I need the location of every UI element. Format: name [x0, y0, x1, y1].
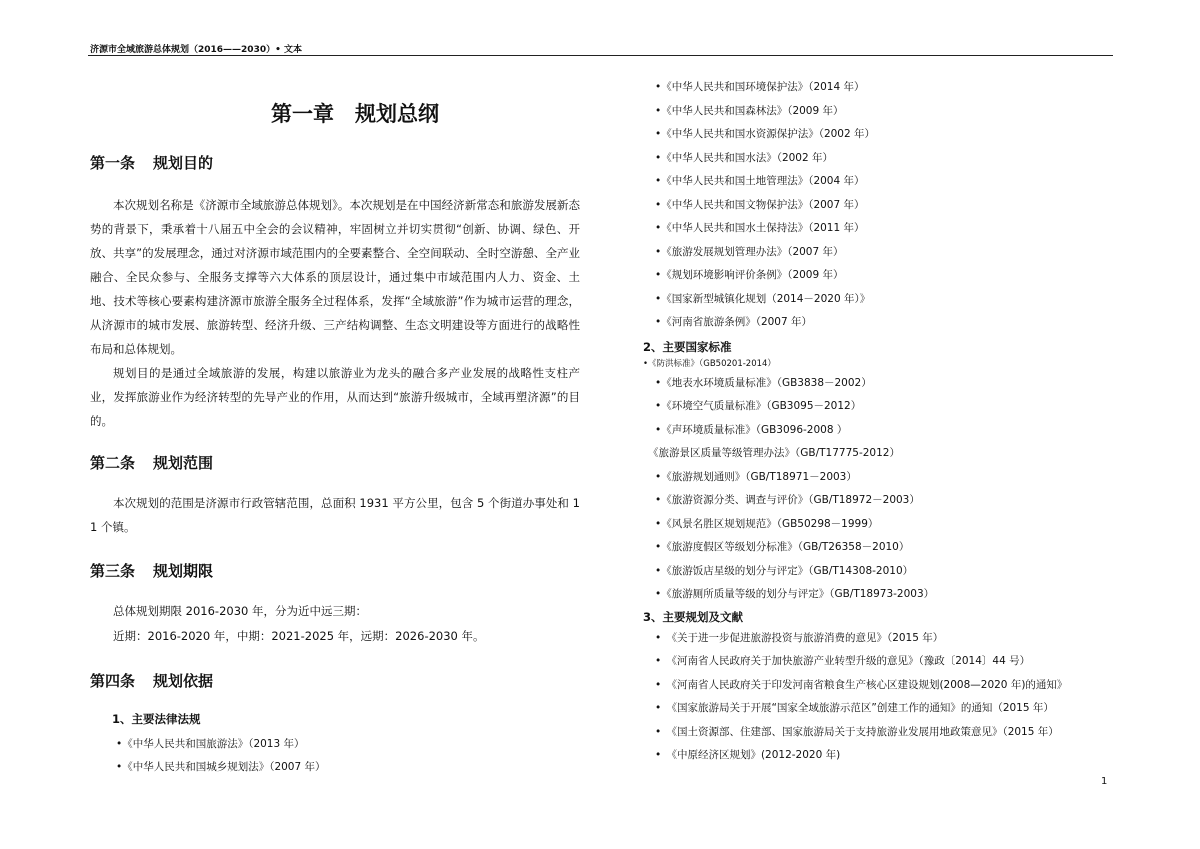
law-item: •《中华人民共和国环境保护法》（2014 年）	[655, 81, 865, 93]
article-1-heading	[90, 152, 580, 174]
standard-item: 《旅游景区质量等级管理办法》（GB/T17775-2012）	[648, 447, 900, 459]
law-item: •《规划环境影响评价条例》（2009 年）	[655, 269, 844, 281]
standard-item: •《声环境质量标准》（GB3096-2008 ）	[655, 423, 848, 436]
document-item: • 《关于进一步促进旅游投资与旅游消费的意见》（2015 年）	[655, 631, 944, 644]
document-item: • 《河南省人民政府关于加快旅游产业转型升级的意见》（豫政〔2014〕44 号）	[655, 655, 1031, 667]
article-title: 规划目的	[153, 154, 214, 172]
article-1-paragraph-2: 规划目的是通过全域旅游的发展，构建以旅游业为龙头的融合多产业发展的战略性支柱产业，发挥旅游业作为经济转型的先导产业的作用，从而达到“旅游升级城市，全域再塑济源”的目的。	[90, 366, 580, 428]
law-item: •《中华人民共和国森林法》（2009 年）	[655, 104, 844, 117]
law-item: •《中华人民共和国旅游法》（2013 年）	[116, 738, 305, 750]
right-column	[643, 76, 1125, 768]
article-3-line-2: 近期：2016-2020 年，中期：2021-2025 年，远期：2026-2030 年。	[113, 629, 485, 643]
article-3-heading	[90, 560, 580, 582]
document-item: • 《国土资源部、住建部、国家旅游局关于支持旅游业发展用地政策意见》（2015 年）	[655, 725, 1059, 738]
law-item: •《旅游发展规划管理办法》（2007 年）	[655, 245, 844, 258]
left-column	[90, 100, 580, 779]
page-number: 1	[1101, 776, 1108, 787]
law-item: •《中华人民共和国土地管理法》（2004 年）	[655, 175, 865, 187]
article-number: 第二条	[90, 454, 136, 472]
law-item: •《中华人民共和国水法》（2002 年）	[655, 151, 834, 164]
document-item: • 《河南省人民政府关于印发河南省粮食生产核心区建设规划(2008—2020 年)的通知》	[655, 678, 1068, 691]
standards-list	[648, 372, 1125, 607]
article-2-heading	[90, 452, 580, 474]
law-item: •《中华人民共和国城乡规划法》（2007 年）	[116, 761, 326, 773]
documents-list	[655, 627, 1125, 768]
article-number: 第三条	[90, 562, 136, 580]
section-2-title: 2、主要国家标准	[643, 339, 732, 354]
article-number: 第一条	[90, 154, 136, 172]
standard-item: •《旅游资源分类、调查与评价》（GB/T18972－2003）	[655, 494, 920, 506]
article-number: 第四条	[90, 672, 136, 690]
law-item: •《中华人民共和国水土保持法》（2011 年）	[655, 222, 865, 234]
article-3-line-1: 总体规划期限 2016-2030 年，分为近中远三期：	[113, 604, 367, 618]
standard-item: •《旅游厕所质量等级的划分与评定》（GB/T18973-2003）	[655, 588, 935, 600]
law-item: •《国家新型城镇化规划（2014－2020 年）》	[655, 292, 871, 305]
article-title: 规划依据	[153, 672, 214, 690]
section-3-title: 3、主要规划及文献	[643, 609, 744, 624]
document-item: • 《国家旅游局关于开展“国家全域旅游示范区”创建工作的通知》的通知（2015 年）	[655, 702, 1054, 714]
standard-item: •《防洪标准》（GB50201-2014）	[643, 358, 776, 369]
document-header: 济源市全域旅游总体规划（2016——2030）• 文本	[90, 45, 302, 55]
law-item: •《河南省旅游条例》（2007 年）	[655, 316, 813, 328]
standard-item: •《环境空气质量标准》（GB3095－2012）	[655, 400, 862, 412]
standard-item: •《旅游规划通则》（GB/T18971－2003）	[655, 470, 857, 483]
chapter-title: 第一章 规划总纲	[271, 102, 439, 126]
article-title: 规划期限	[153, 562, 214, 580]
law-item: •《中华人民共和国水资源保护法》（2002 年）	[655, 128, 876, 140]
standard-item: •《风景名胜区规划规范》（GB50298－1999）	[655, 517, 879, 530]
document-item: • 《中原经济区规划》(2012-2020 年)	[655, 749, 841, 761]
article-2-paragraph: 本次规划的范围是济源市行政管辖范围，总面积 1931 平方公里，包含 5 个街道办事处和 1 1 个镇。	[90, 496, 580, 534]
law-item: •《中华人民共和国文物保护法》（2007 年）	[655, 198, 865, 211]
section-1-title: 1、主要法律法规	[112, 712, 201, 726]
laws-list	[655, 76, 1125, 335]
standard-item: •《旅游度假区等级划分标准》（GB/T26358－2010）	[655, 541, 910, 553]
header-rule	[88, 55, 1113, 56]
standard-item: •《旅游饭店星级的划分与评定》（GB/T14308-2010）	[655, 564, 914, 577]
article-4-heading	[90, 670, 580, 692]
article-1-paragraph-1: 本次规划名称是《济源市全域旅游总体规划》。本次规划是在中国经济新常态和旅游发展新态势的背景下，秉承着十八届五中全会的会议精神，牢固树立并切实贯彻“创新、协调、绿色、开放、共享”的发展理念，通过对济源市域范围内的全要素整合、全空间联动、全时空游憩、全产业融合、全民众参与、全服务支撑等六大体系的顶层设计，通过集中市域范围内人力、资金、土地、技术等核心要素构建济源市旅游全服务全过程体系，发挥“全域旅游”作为城市运营的理念，从济源市的城市发展、旅游转型、经济升级、三产结构调整、生态文明建设等方面进行的战略性布局和总体规划。	[90, 198, 580, 356]
standard-item: •《地表水环境质量标准》（GB3838－2002）	[655, 376, 872, 389]
article-title: 规划范围	[153, 454, 214, 472]
